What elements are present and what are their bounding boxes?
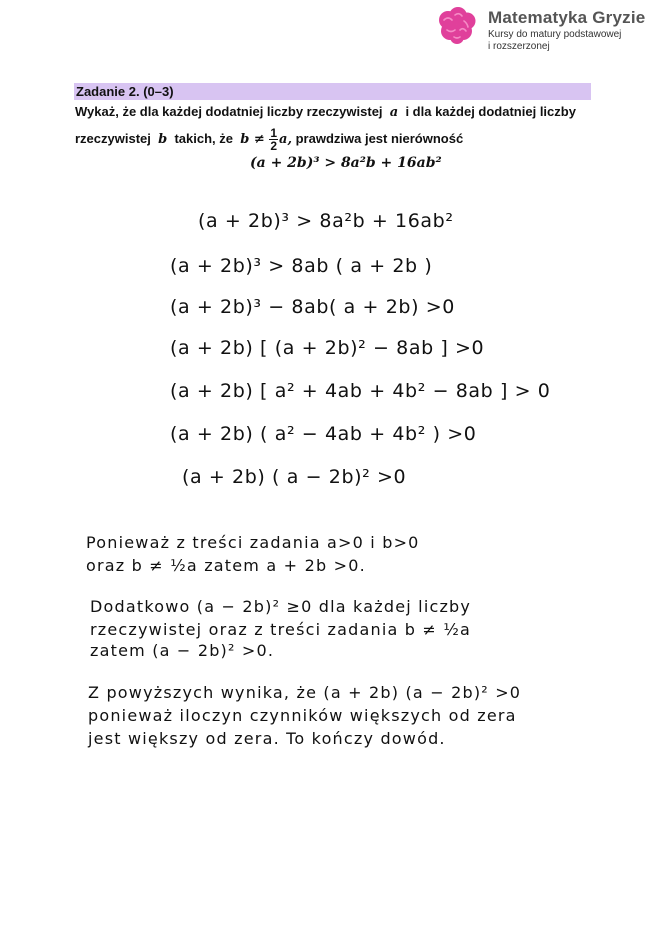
explanation-2-line-2: rzeczywistej oraz z treści zadania b ≠ ½a: [90, 620, 472, 639]
explanation-3-line-3: jest większy od zera. To kończy dowód.: [88, 729, 446, 748]
solution-step-6: (a + 2b) ( a² − 4ab + 4b² ) >0: [170, 423, 477, 445]
brand-logo: [436, 6, 660, 52]
solution-step-1: (a + 2b)³ > 8a²b + 16ab²: [198, 210, 454, 232]
brain-icon: [436, 6, 478, 48]
task-inequality: (a + 2b)³ > 8a²b + 16ab²: [250, 155, 442, 171]
explanation-3-line-2: ponieważ iloczyn czynników większych od zera: [88, 706, 517, 725]
task-header: [74, 83, 591, 100]
solution-step-2: (a + 2b)³ > 8ab ( a + 2b ): [170, 255, 433, 277]
task-prompt-line2: rzeczywistej b takich, że b ≠ $\frac{1}{2}$ a, prawdziwa jest nierówność: [75, 126, 464, 153]
fraction-one-half: $\frac{1}{2}$: [270, 126, 278, 153]
explanation-3-line-1: Z powyższych wynika, że (a + 2b) (a − 2b)² >0: [88, 683, 522, 702]
explanation-2-line-3: zatem (a − 2b)² >0.: [90, 641, 275, 660]
explanation-1-line-2: oraz b ≠ ½a zatem a + 2b >0.: [86, 556, 366, 575]
explanation-2-line-1: Dodatkowo (a − 2b)² ≥0 dla każdej liczby: [90, 597, 472, 616]
brand-subtitle: Kursy do matury podstawowej i rozszerzonej: [488, 29, 622, 52]
brand-name: Matematyka Gryzie: [488, 8, 646, 27]
task-prompt-line1: Wykaż, że dla każdej dodatniej liczby rzeczywistej a i dla każdej dodatniej liczby: [75, 104, 576, 120]
solution-step-5: (a + 2b) [ a² + 4ab + 4b² − 8ab ] > 0: [170, 380, 551, 402]
task-title: Zadanie 2. (0–3): [76, 84, 174, 99]
explanation-1-line-1: Ponieważ z treści zadania a>0 i b>0: [86, 533, 420, 552]
solution-step-4: (a + 2b) [ (a + 2b)² − 8ab ] >0: [170, 337, 485, 359]
solution-step-3: (a + 2b)³ − 8ab( a + 2b) >0: [170, 296, 455, 318]
solution-step-7: (a + 2b) ( a − 2b)² >0: [182, 466, 407, 488]
